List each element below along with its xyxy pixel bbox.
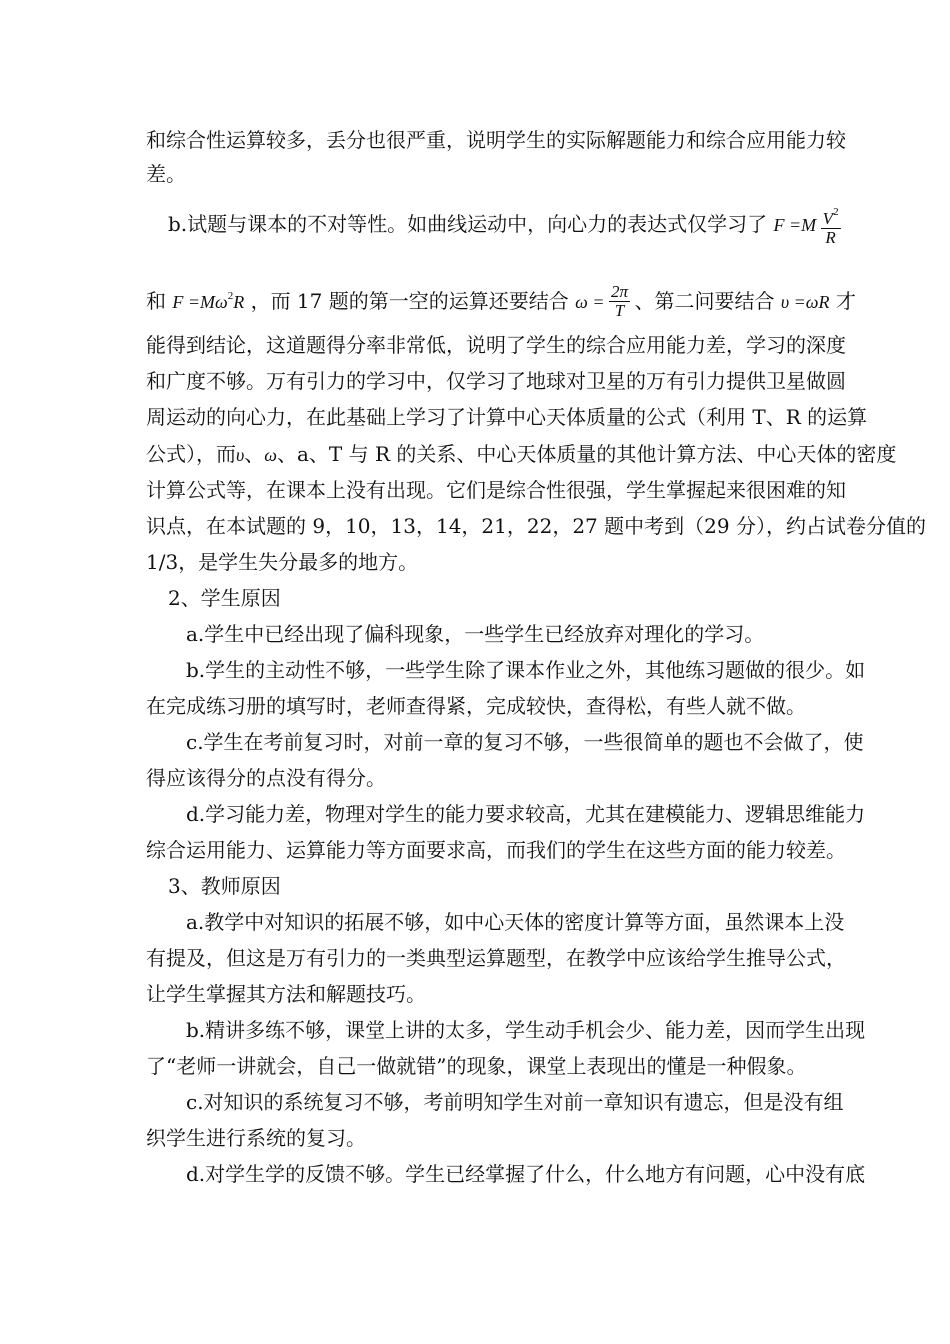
fraction-numerator: 2π (610, 282, 628, 302)
fraction (821, 203, 841, 247)
text-run: ，而 17 题的第一空的运算还要结合 (250, 289, 569, 313)
paragraph-line: 差。 (146, 162, 186, 186)
paragraph-line: 和综合性运算较多，丢分也很严重，说明学生的实际解题能力和综合应用能力较 (146, 128, 846, 152)
paragraph-line (146, 438, 896, 470)
text-run: b.试题与课本的不对等性。如曲线运动中，向心力的表达式仅学习了 (168, 212, 768, 237)
text-run: 、 (244, 442, 265, 466)
formula-linear-velocity: υ =ωR (780, 292, 830, 312)
paragraph-line: b.精讲多练不够，课堂上讲的太多，学生动手机会少、能力差，因而学生出现 (186, 1018, 866, 1042)
paragraph-line: 织学生进行系统的复习。 (146, 1126, 366, 1150)
paragraph-line: 有提及，但这是万有引力的一类典型运算题型，在教学中应该给学生推导公式， (146, 946, 846, 970)
paragraph-line: c.学生在考前复习时，对前一章的复习不够，一些很简单的题也不会做了，使 (186, 730, 864, 754)
text-run: 、第二问要结合 (634, 289, 775, 313)
symbol-omega: ω (264, 445, 277, 465)
paragraph-line: 让学生掌握其方法和解题技巧。 (146, 982, 426, 1006)
section-heading: 3、教师原因 (168, 874, 281, 898)
paragraph-line: d.对学生学的反馈不够。学生已经掌握了什么，什么地方有问题，心中没有底 (186, 1162, 866, 1186)
formula-text: R (233, 292, 245, 312)
paragraph-line: 在完成练习册的填写时，老师查得紧，完成较快，查得松，有些人就不做。 (146, 694, 806, 718)
fraction-denominator: T (614, 301, 625, 321)
formula-text: F =M (773, 215, 817, 236)
fraction-denominator: R (825, 228, 836, 247)
paragraph-line: 了“老师一讲就会，自己一做就错”的现象，课堂上表现出的懂是一种假象。 (146, 1054, 807, 1078)
formula-text: V (822, 209, 834, 228)
fraction (609, 283, 630, 320)
paragraph-line (146, 280, 856, 321)
paragraph-line: a.教学中对知识的拓展不够，如中心天体的密度计算等方面，虽然课本上没 (186, 910, 845, 934)
paragraph-line: 计算公式等，在课本上没有出现。它们是综合性很强，学生掌握起来很困难的知 (146, 478, 846, 502)
symbol-velocity: υ (236, 445, 245, 465)
formula-text: F =Mω (172, 292, 228, 312)
text-run: 才 (835, 289, 856, 313)
paragraph-line: 和广度不够。万有引力的学习中，仅学习了地球对卫星的万有引力提供卫星做圆 (146, 369, 846, 393)
paragraph-line (168, 205, 841, 247)
paragraph-line: 能得到结论，这道题得分率非常低，说明了学生的综合应用能力差，学习的深度 (146, 333, 846, 357)
superscript: 2 (833, 206, 839, 218)
paragraph-line: 识点，在本试题的 9，10，13，14，21，22，27 题中考到（29 分），约占试卷分值的 (146, 514, 926, 538)
text-run: 公式），而 (146, 442, 236, 466)
paragraph-line: 综合运用能力、运算能力等方面要求高，而我们的学生在这些方面的能力较差。 (146, 838, 846, 862)
paragraph-line: b.学生的主动性不够，一些学生除了课本作业之外，其他练习题做的很少。如 (186, 658, 866, 682)
text-run: 和 (146, 289, 166, 313)
text-run: 、a、T 与 R 的关系、中心天体质量的其他计算方法、中心天体的密度 (276, 442, 897, 466)
formula-omega-force (172, 292, 244, 312)
paragraph-line: 周运动的向心力，在此基础上学习了计算中心天体质量的公式（利用 T、R 的运算 (146, 405, 868, 429)
formula-centripetal-force (773, 206, 841, 247)
section-heading: 2、学生原因 (168, 586, 281, 610)
formula-text: ω = (575, 292, 605, 312)
formula-omega-period (575, 282, 634, 321)
fraction-numerator (821, 203, 841, 229)
superscript: 2 (227, 290, 234, 302)
paragraph-line: c.对知识的系统复习不够，考前明知学生对前一章知识有遗忘，但是没有组 (186, 1090, 844, 1114)
paragraph-line: 得应该得分的点没有得分。 (146, 766, 386, 790)
paragraph-line: 1/3，是学生失分最多的地方。 (146, 550, 419, 574)
paragraph-line: d.学习能力差，物理对学生的能力要求较高，尤其在建模能力、逻辑思维能力 (186, 802, 866, 826)
paragraph-line: a.学生中已经出现了偏科现象，一些学生已经放弃对理化的学习。 (186, 622, 765, 646)
